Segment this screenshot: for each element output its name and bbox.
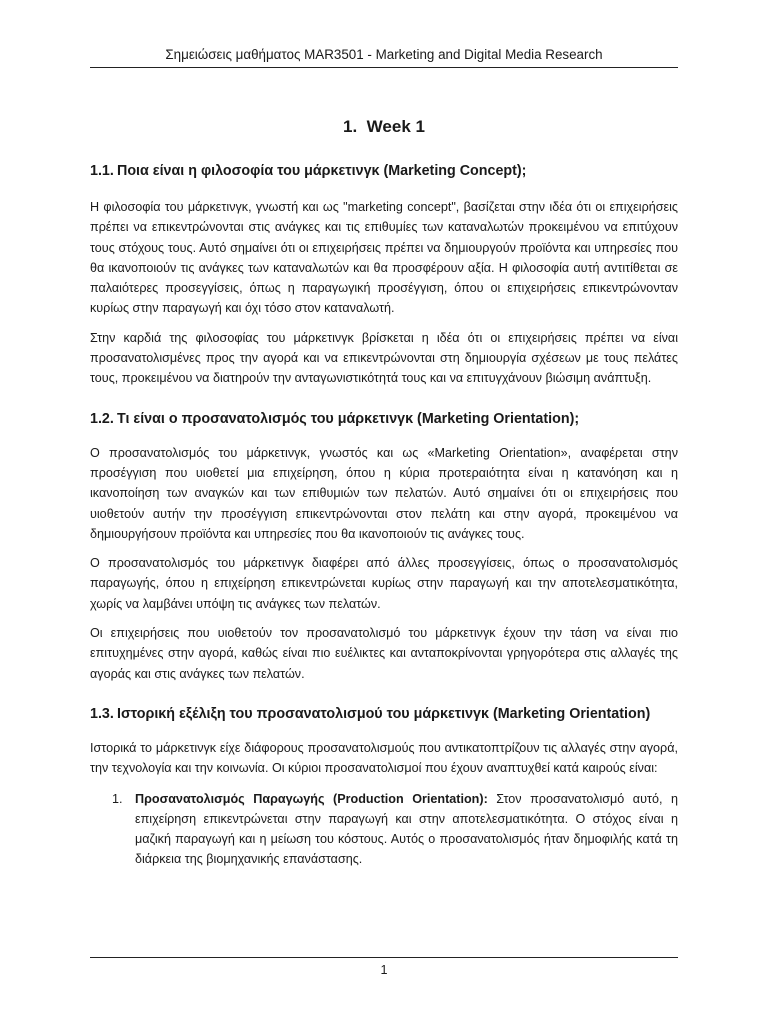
paragraph: Ιστορικά το μάρκετινγκ είχε διάφορους προσανατολισμούς που αντικατοπτρίζουν τις αλλαγές στην αγορά, την τεχνολογία και την κοινωνία. Οι κύριοι προσανατολισμοί που έχουν αναπτυχθεί κατά καιρούς είναι:: [90, 740, 678, 776]
paragraph: Ο προσανατολισμός του μάρκετινγκ, γνωστός και ως «Marketing Orientation», αναφέρεται στην προσέγγιση που υιοθετεί μια επιχείρηση, όπου η κύρια προτεραιότητα είναι η κατανόηση και η ικανοποίηση των αναγκών και των επιθυμιών των πελατών. Αυτό σημαίνει ότι οι επιχειρήσεις που υιοθετούν αυτήν την προσέγγιση επικεντρώνονται στον πελάτη και στην αγορά, προκειμένου να δημιουργήσουν προϊόντα και υπηρεσίες που θα ικανοποιούν τις ανάγκες τους.: [90, 445, 678, 541]
list-item-term: Προσανατολισμός Παραγωγής (Production Orientation):: [135, 791, 488, 806]
section-heading-1-1: [90, 162, 678, 181]
list-marker: 1.: [112, 791, 123, 806]
page-title: [90, 117, 678, 137]
section-number: 1.2.: [90, 410, 114, 427]
paragraph: Στην καρδιά της φιλοσοφίας του μάρκετινγκ βρίσκεται η ιδέα ότι οι επιχειρήσεις πρέπει να είναι προσανατολισμένες προς την αγορά και να επικεντρώνονται στη δημιουργία σχέσεων με τους πελάτες τους, προκειμένου να διατηρούν την ανταγωνιστικότητά τους και να επιτυγχάνουν βιώσιμη ανάπτυξη.: [90, 330, 678, 386]
section-number: 1.3.: [90, 705, 114, 722]
paragraph: Οι επιχειρήσεις που υιοθετούν τον προσανατολισμό του μάρκετινγκ έχουν την τάση να είναι πιο επιτυχημένες στην αγορά, καθώς είναι πιο ευέλικτες και ανταποκρίνονται γρηγορότερα στις αλλαγές της αγοράς και στις ανάγκες των πελατών.: [90, 626, 678, 681]
page-footer: [90, 957, 678, 977]
paragraph: Ο προσανατολισμός του μάρκετινγκ διαφέρει από άλλες προσεγγίσεις, όπως ο προσανατολισμός παραγωγής, όπου η επιχείρηση επικεντρώνεται κυρίως στην παραγωγή και την αποτελεσματικότητα, χωρίς να λαμβάνει υπόψη τις ανάγκες των πελατών.: [90, 556, 678, 611]
section-heading-text: Ποια είναι η φιλοσοφία του μάρκετινγκ (Marketing Concept);: [117, 163, 527, 179]
page-content: [90, 117, 678, 870]
page-number: 1: [380, 963, 388, 977]
section-heading-text: Τι είναι ο προσανατολισμός του μάρκετινγκ (Marketing Orientation);: [117, 410, 580, 427]
list-item-body: [135, 789, 678, 870]
section-number: 1.1.: [90, 163, 114, 179]
section-heading-text: Ιστορική εξέλιξη του προσανατολισμού του μάρκετινγκ (Marketing Orientation): [117, 705, 651, 722]
title-text: Week 1: [366, 117, 425, 136]
section-heading-1-2: [90, 410, 678, 429]
list-item: [90, 789, 678, 870]
section-heading-1-3: [90, 705, 678, 724]
list-item-text: Στον προσανατολισμό αυτό, η επιχείρηση επικεντρώνεται στην παραγωγή και στην αποτελεσματικότητα. Ο στόχος είναι η μαζική παραγωγή και η μείωση του κόστους. Αυτός ο προσανατολισμός ήταν δημοφιλής κατά τη διάρκεια της βιομηχανικής επανάστασης.: [135, 791, 678, 867]
title-number: 1.: [343, 117, 358, 136]
page-header: [90, 46, 678, 68]
header-text: Σημειώσεις μαθήματος MAR3501 - Marketing and Digital Media Research: [165, 47, 603, 62]
paragraph: Η φιλοσοφία του μάρκετινγκ, γνωστή και ως "marketing concept", βασίζεται στην ιδέα ότι οι επιχειρήσεις πρέπει να επικεντρώνονται στις ανάγκες και τις επιθυμίες των καταναλωτών προκειμένου να επιτύχουν τους στόχους τους. Αυτό σημαίνει ότι οι επιχειρήσεις πρέπει να δημιουργούν προϊόντα και υπηρεσίες που θα ικανοποιούν τις ανάγκες των καταναλωτών και θα προσφέρουν αξία. Η φιλοσοφία αυτή αντιτίθεται σε παλαιότερες προσεγγίσεις, όπως η παραγωγική προσέγγιση, όπου οι επιχειρήσεις επικεντρώνονταν κυρίως στην παραγωγή και όχι τόσο στον καταναλωτή.: [90, 200, 678, 316]
